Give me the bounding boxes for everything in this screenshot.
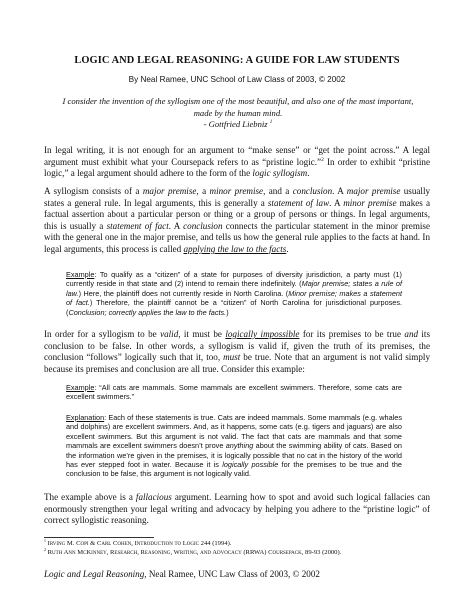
explanation-text: : Each of these statements is true. Cats are indeed mammals. Some mammals (e.g. whales and dolphins) are excellent swimmers. And, as it happens, some cats (e.g. tigers and jaguars) are also excellent swimmers. But this argument is not valid. The fact that cats are mammals and that some mammals are excellent swimmers doesn’t prove	[66, 413, 402, 451]
term-valid: valid	[160, 329, 179, 339]
epigraph	[60, 96, 416, 131]
footnote-divider	[44, 537, 154, 538]
term-statement-of-fact: statement of fact	[106, 220, 169, 231]
term-minor-premise: minor premise	[343, 197, 397, 208]
attribution-text: - Gottfried Liebniz	[203, 119, 268, 129]
footnote-ref-2: 2	[321, 156, 324, 163]
para4-text: argument. Learning how to spot and avoid such logical fallacies can enormously strengthen your legal writing and advocacy by helping you adhere to the “pristine logic” of correct syllogistic reasoning.	[44, 492, 430, 526]
para2-text: . A	[329, 197, 344, 208]
para2-text: . A	[168, 220, 184, 231]
para3-text: be true. Note that an argument is not valid simply because its premises and conclusion are all true. Consider this example:	[44, 352, 430, 374]
para3-text: its conclusion to be false. In other words, a syllogism is valid if, given the truth of its premises, the conclusion “follows” logically such that it, too,	[44, 329, 430, 363]
term-and: and	[404, 329, 419, 339]
example-text: : To qualify as a “citizen” of a state for purposes of diversity jurisdiction, a party must (1) currently reside in that state and (2) intend to remain there indefinitely. (	[66, 270, 402, 289]
footnote-text: Ruth Ann McKinney, Research, Reasoning, Writing, and Advocacy (RRWA) Coursepack, 89-93 (2000).	[45, 549, 342, 556]
byline: By Neal Ramee, UNC School of Law Class of 2003, © 2002	[128, 75, 346, 84]
para1-text-1: In legal writing, it is not enough for an argument to “make sense” or “get the point across.” A legal argument must exhibit what your Coursepack refers to as “pristine logic.”	[44, 145, 430, 167]
footnote-2	[44, 546, 430, 558]
para2-text: . A	[332, 186, 347, 196]
para2-text: usually states a general rule. In legal arguments, this is generally a	[44, 186, 431, 208]
explanation-emphasis: logically possible	[222, 460, 279, 470]
explanation-label: Explanation	[66, 413, 105, 422]
para1-logic-syllogism: logic syllogism	[252, 168, 308, 179]
para3-text: for its premises to be true	[299, 329, 405, 339]
paragraph-syllogism	[44, 186, 430, 256]
explanation-emphasis: anything	[225, 441, 254, 451]
example-text: )	[226, 307, 229, 317]
para2-text: makes a factual assertion about a particular person or thing or a group of persons or things. In legal arguments, this is usually a	[44, 197, 430, 231]
example-text: ) Therefore, the plaintiff cannot be a “citizen” of North Carolina for jurisdictional purposes. (	[66, 298, 403, 317]
page-footer	[44, 569, 430, 579]
term-minor-premise: minor premise	[209, 186, 264, 196]
footnote-1	[44, 537, 430, 549]
term-logically-impossible: logically impossible	[225, 329, 300, 339]
footnote-number: 2	[44, 546, 46, 552]
footnote-text: Irving M. Copi & Carl Cohen, Introduction to Logic 244 (1994).	[45, 540, 232, 547]
para2-text: .	[286, 243, 289, 254]
term-must: must	[223, 352, 241, 363]
explanation-cats	[66, 413, 402, 479]
paragraph-validity	[44, 329, 430, 375]
example-annotation: Major premise; states a rule of law.	[66, 279, 402, 298]
para4-text: The example above is a	[44, 492, 136, 502]
footer-title: Logic and Legal Reasoning,	[44, 569, 147, 579]
para3-text: In order for a syllogism to be	[44, 329, 161, 339]
document-title: LOGIC AND LEGAL REASONING: A GUIDE FOR LAW STUDENTS	[74, 55, 400, 66]
para1-text-4: .	[307, 168, 310, 179]
para2-text: A syllogism consists of a	[44, 186, 143, 196]
explanation-text: about the swimming ability of cats. Based on the information we’re given in the premises, it is logically possible that no cat in the history of the world has ever stepped foot in water. Because it is	[66, 441, 402, 470]
example-annotation: Conclusion; correctly applies the law to the facts.	[68, 307, 227, 317]
explanation-text: for the premises to be true and the conclusion to be false, this argument is not logically valid.	[66, 460, 402, 479]
example-cats	[66, 383, 402, 402]
term-major-premise: major premise	[346, 186, 401, 196]
example-text: : “All cats are mammals. Some mammals are excellent swimmers. Therefore, some cats are excellent swimmers.”	[66, 383, 402, 402]
paragraph-intro	[44, 145, 430, 180]
term-fallacious: fallacious	[135, 492, 172, 502]
term-major-premise: major premise	[142, 186, 197, 196]
paragraph-fallacy	[44, 492, 430, 527]
para2-text: , a	[196, 186, 210, 196]
epigraph-line-2: made by the human mind.	[193, 107, 283, 118]
para1-text-2: In order to exhibit “pristine logic,” a legal argument should adhere to the form of the	[44, 156, 431, 179]
para2-text: , and a	[263, 186, 293, 196]
term-conclusion: conclusion	[183, 220, 223, 231]
example-label: Example	[66, 383, 95, 392]
term-applying-law: applying the law to the facts	[183, 243, 287, 254]
example-label: Example	[66, 270, 95, 279]
example-citizen	[66, 270, 402, 317]
term-statement-of-law: statement of law	[267, 197, 330, 208]
footnote-number: 1	[44, 537, 46, 543]
epigraph-line-1: I consider the invention of the syllogism one of the most beautiful, and also one of the most important,	[62, 96, 414, 106]
footer-credit: Neal Ramee, UNC Law Class of 2003, © 2002	[146, 569, 320, 579]
example-text: ) Here, the plaintiff does not currently reside in North Carolina. (	[78, 288, 289, 298]
epigraph-attribution	[60, 119, 416, 131]
example-annotation: Minor premise; makes a statement of fact.	[66, 288, 402, 308]
term-conclusion: conclusion	[292, 186, 333, 196]
footnote-ref-1: 1	[269, 119, 273, 126]
para2-text: connects the particular statement in the minor premise with the general one in the major premise, and tells us how the general rule applies to the facts at hand. In legal arguments, this process is called	[44, 220, 430, 254]
para3-text: , it must be	[178, 329, 226, 339]
